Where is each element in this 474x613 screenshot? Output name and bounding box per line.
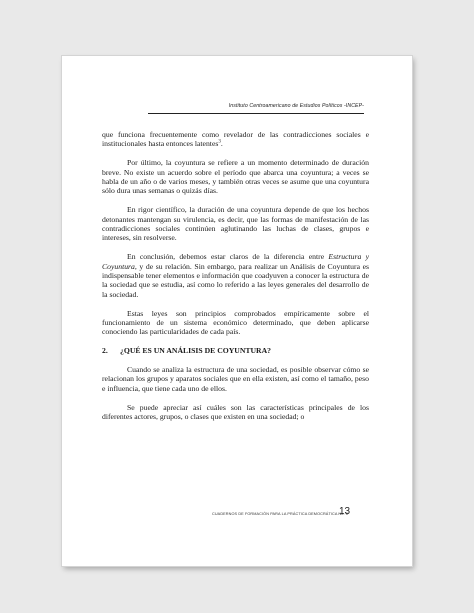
- running-footer: CUADERNOS DE FORMACIÓN PARA LA PRÁCTICA DEMOCRÁTICA No. 5: [212, 512, 349, 516]
- header-rule: [148, 113, 364, 114]
- paragraph-5: Estas leyes son principios comprobados empíricamente sobre el funcionamiento de un sistema económico determinado, que deben aplicarse conociendo las particularidades de cada país.: [102, 308, 369, 337]
- paragraph-1: que funciona frecuentemente como revelador de las contradicciones sociales e institucionales hasta entonces latentes$^3$.: [102, 130, 369, 149]
- emphasis-text: Estructura y Coyuntura: [102, 252, 369, 271]
- footnote-reference[interactable]: 3: [218, 139, 221, 145]
- paragraph-3: En rigor científico, la duración de una coyuntura depende de que los hechos detonantes mantengan su virulencia, es decir, que las formas de manifestación de las contradicciones sociales continúen aglutinando las luchas de clases, grupos e intereses, sin resolverse.: [102, 205, 369, 243]
- running-header: Instituto Centroamericano de Estudios Políticos -INCEP-: [228, 103, 364, 109]
- page-number: 13: [339, 506, 351, 517]
- section-title: ¿QUÉ ES UN ANÁLISIS DE COYUNTURA?: [120, 346, 272, 356]
- paragraph-2: Por último, la coyuntura se refiere a un momento determinado de duración breve. No existe un acuerdo sobre el período que abarca una coyuntura; a veces se habla de un año o de varios meses, y también otras veces se asume que una coyuntura sólo dura unas semanas o quizás días.: [102, 158, 369, 196]
- document-page: [62, 56, 412, 566]
- section-heading: [102, 346, 369, 355]
- body-text: [102, 130, 369, 431]
- paragraph-4: En conclusión, debemos estar claros de la diferencia entre Estructura y Coyuntura, y de su relación. Sin embargo, para realizar un Análisis de Coyuntura es indispensable tener elementos e información que coadyuven a conocer la estructura de la sociedad que se estudia, así como lo referido a las leyes generales del desarrollo de la sociedad.: [102, 252, 369, 299]
- paragraph-7: Se puede apreciar así cuáles son las características principales de los diferentes actores, grupos, o clases que existen en una sociedad; o: [102, 402, 369, 422]
- paragraph-6: Cuando se analiza la estructura de una sociedad, es posible observar cómo se relacionan los grupos y aparatos sociales que en ella existen, así como el tamaño, peso e influencia, que tiene cada uno de ellos.: [102, 365, 369, 393]
- section-number: 2.: [102, 346, 108, 356]
